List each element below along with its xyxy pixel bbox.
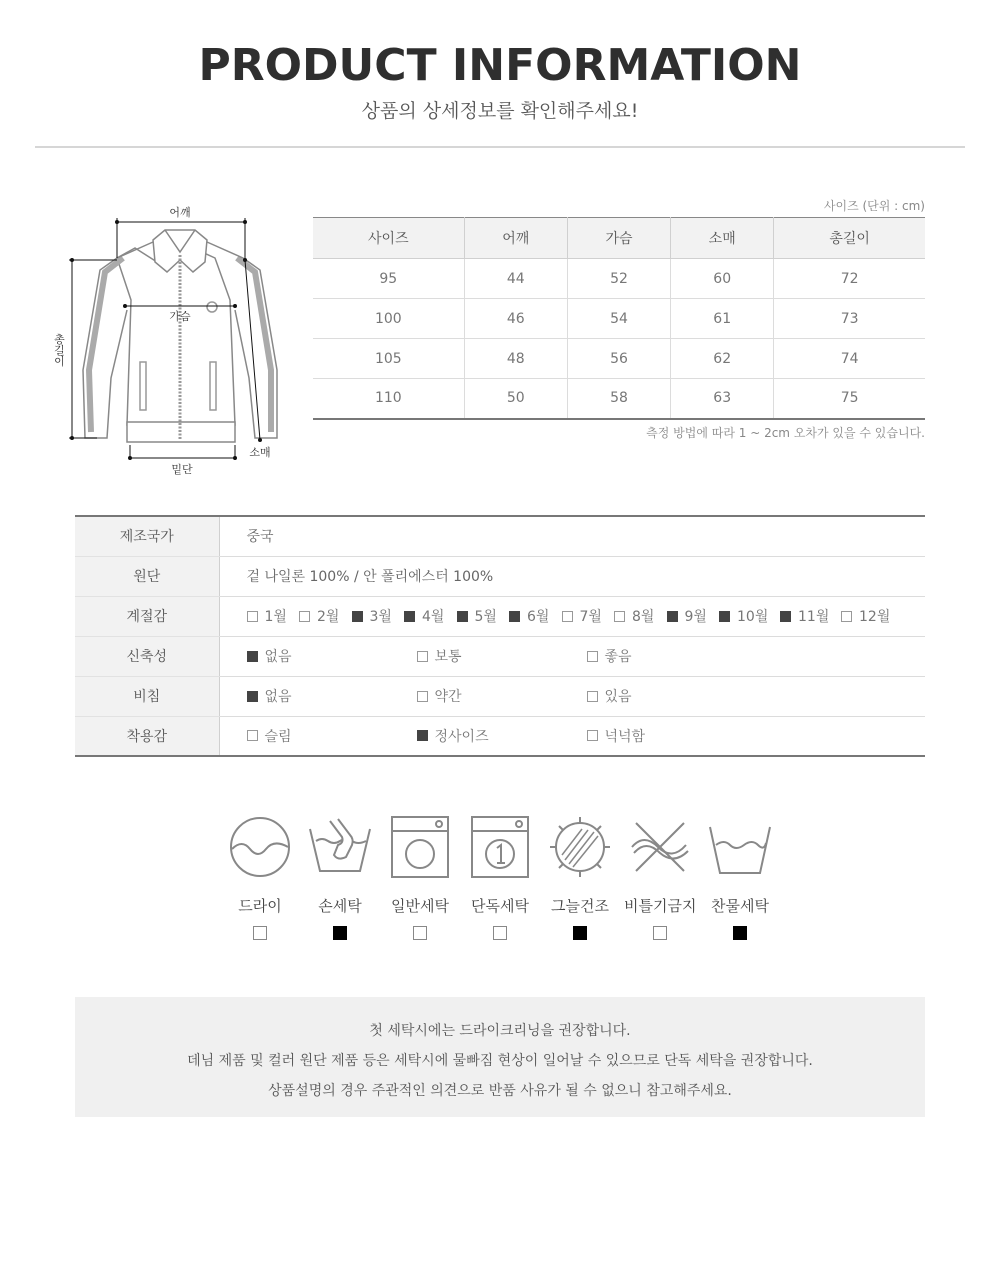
option-label: 4월: [422, 609, 445, 625]
info-value: 중국: [219, 516, 925, 556]
care-item: [304, 815, 376, 940]
checkbox-icon: [614, 611, 625, 622]
size-cell: 95: [313, 259, 464, 299]
care-label: 찬물세탁: [711, 897, 769, 915]
info-row-fit: [75, 716, 925, 756]
season-option: [780, 606, 841, 626]
fit-options: [247, 726, 926, 746]
option-label: 11월: [798, 609, 830, 625]
info-label: 원단: [75, 556, 219, 596]
care-label: 단독세탁: [471, 897, 529, 915]
checkbox-icon: [247, 691, 258, 702]
header-divider: [35, 146, 965, 148]
sleeve-label: 소매: [249, 446, 271, 459]
option-label: 6월: [527, 609, 550, 625]
page-title: PRODUCT INFORMATION: [198, 40, 802, 91]
size-cell: 72: [774, 259, 925, 299]
option-label: 보통: [434, 649, 462, 665]
option-label: 넉넉함: [604, 728, 646, 745]
care-checkbox: [493, 926, 507, 940]
product-info-table: [75, 515, 925, 757]
season-option: [352, 606, 405, 626]
size-col-header: 가슴: [567, 218, 670, 259]
measure-note: 측정 방법에 따라 1 ~ 2cm 오차가 있을 수 있습니다.: [646, 426, 925, 440]
size-header-row: [313, 218, 925, 259]
care-checkbox: [573, 926, 587, 940]
size-cell: 62: [671, 339, 774, 379]
fit-option: [587, 726, 757, 746]
stretch-option: [587, 646, 757, 666]
size-cell: 105: [313, 339, 464, 379]
size-cell: 75: [774, 379, 925, 419]
checkbox-icon: [587, 651, 598, 662]
checkbox-icon: [667, 611, 678, 622]
option-label: 2월: [317, 609, 340, 625]
stretch-option: [247, 646, 417, 666]
size-row: [313, 299, 925, 339]
notice-line: 상품설명의 경우 주관적인 의견으로 반품 사유가 될 수 없으니 참고해주세요.: [268, 1083, 732, 1099]
size-cell: 56: [567, 339, 670, 379]
size-row: [313, 379, 925, 419]
info-label: 신축성: [75, 636, 219, 676]
care-item: [224, 815, 296, 940]
season-option: [562, 606, 615, 626]
sheer-option: [247, 686, 417, 706]
option-label: 약간: [434, 689, 462, 705]
info-label: 제조국가: [75, 516, 219, 556]
care-checkbox: [733, 926, 747, 940]
checkbox-icon: [457, 611, 468, 622]
info-row-country: [75, 516, 925, 556]
info-label: 착용감: [75, 716, 219, 756]
info-value: 겉 나일론 100% / 안 폴리에스터 100%: [219, 556, 925, 596]
notice-line: 첫 세탁시에는 드라이크리닝을 권장합니다.: [369, 1023, 631, 1039]
size-cell: 50: [464, 379, 567, 419]
checkbox-icon: [587, 730, 598, 741]
info-row-fabric: [75, 556, 925, 596]
care-item: [384, 815, 456, 940]
season-option: [841, 606, 902, 626]
season-option: [299, 606, 352, 626]
fit-option: [247, 726, 417, 746]
option-label: 슬림: [264, 728, 292, 745]
sheer-options: [247, 686, 926, 706]
option-label: 없음: [264, 689, 292, 705]
care-item: [464, 815, 536, 940]
size-cell: 63: [671, 379, 774, 419]
info-label: 계절감: [75, 596, 219, 636]
size-row: [313, 339, 925, 379]
option-label: 3월: [369, 609, 392, 625]
care-label: 그늘건조: [551, 897, 609, 915]
size-col-header: 소매: [671, 218, 774, 259]
care-checkbox: [413, 926, 427, 940]
separate-wash-icon: [468, 815, 532, 879]
season-option: [404, 606, 457, 626]
season-option: [247, 606, 300, 626]
info-label: 비침: [75, 676, 219, 716]
notice-box: [75, 997, 925, 1117]
stretch-options: [247, 646, 926, 666]
checkbox-icon: [841, 611, 852, 622]
care-item: [704, 815, 776, 940]
info-row-stretch: [75, 636, 925, 676]
jacket-diagram: [45, 200, 300, 490]
care-label: 비틀기금지: [624, 897, 697, 915]
checkbox-icon: [587, 691, 598, 702]
machine-wash-icon: [388, 815, 452, 879]
care-item: [624, 815, 696, 940]
care-label: 일반세탁: [391, 897, 449, 915]
cold-wash-icon: [708, 815, 772, 879]
option-label: 있음: [604, 689, 632, 705]
checkbox-icon: [404, 611, 415, 622]
checkbox-icon: [562, 611, 573, 622]
size-table: [313, 217, 925, 420]
size-cell: 74: [774, 339, 925, 379]
length-label: 총길이: [52, 333, 66, 367]
care-label: 손세탁: [318, 897, 362, 915]
shoulder-label: 어깨: [169, 206, 191, 219]
checkbox-icon: [719, 611, 730, 622]
care-item: [544, 815, 616, 940]
checkbox-icon: [247, 730, 258, 741]
size-cell: 46: [464, 299, 567, 339]
size-unit-note: 사이즈 (단위 : cm): [823, 199, 925, 213]
no-wring-icon: [628, 815, 692, 879]
season-option: [614, 606, 667, 626]
dry-clean-icon: [228, 815, 292, 879]
checkbox-icon: [780, 611, 791, 622]
chest-label: 가슴: [169, 310, 191, 323]
shade-dry-icon: [548, 815, 612, 879]
size-cell: 110: [313, 379, 464, 419]
season-option: [509, 606, 562, 626]
hand-wash-icon: [308, 815, 372, 879]
checkbox-icon: [299, 611, 310, 622]
page-subtitle: 상품의 상세정보를 확인해주세요!: [361, 100, 639, 122]
size-cell: 48: [464, 339, 567, 379]
option-label: 1월: [264, 609, 287, 625]
fit-option: [417, 726, 587, 746]
hem-label: 밑단: [171, 463, 193, 476]
checkbox-icon: [417, 651, 428, 662]
season-option: [667, 606, 720, 626]
season-option: [457, 606, 510, 626]
season-option: [719, 606, 780, 626]
option-label: 8월: [632, 609, 655, 625]
size-col-header: 사이즈: [313, 218, 464, 259]
size-cell: 54: [567, 299, 670, 339]
checkbox-icon: [417, 691, 428, 702]
option-label: 좋음: [604, 649, 632, 665]
season-options: [247, 606, 926, 626]
size-cell: 44: [464, 259, 567, 299]
size-cell: 52: [567, 259, 670, 299]
size-col-header: 총길이: [774, 218, 925, 259]
size-cell: 61: [671, 299, 774, 339]
option-label: 5월: [474, 609, 497, 625]
checkbox-icon: [352, 611, 363, 622]
option-label: 7월: [579, 609, 602, 625]
option-label: 12월: [859, 609, 891, 625]
info-row-season: [75, 596, 925, 636]
size-cell: 58: [567, 379, 670, 419]
option-label: 정사이즈: [434, 728, 489, 745]
care-checkbox: [653, 926, 667, 940]
notice-line: 데님 제품 및 컬러 원단 제품 등은 세탁시에 물빠짐 현상이 일어날 수 있으므로 단독 세탁을 권장합니다.: [187, 1053, 813, 1069]
option-label: 9월: [684, 609, 707, 625]
care-checkbox: [253, 926, 267, 940]
care-label: 드라이: [238, 897, 282, 915]
care-checkbox: [333, 926, 347, 940]
size-cell: 100: [313, 299, 464, 339]
sheer-option: [587, 686, 757, 706]
size-col-header: 어깨: [464, 218, 567, 259]
option-label: 없음: [264, 649, 292, 665]
info-row-sheer: [75, 676, 925, 716]
size-row: [313, 259, 925, 299]
checkbox-icon: [247, 611, 258, 622]
stretch-option: [417, 646, 587, 666]
option-label: 10월: [737, 609, 769, 625]
sheer-option: [417, 686, 587, 706]
size-cell: 60: [671, 259, 774, 299]
checkbox-icon: [509, 611, 520, 622]
checkbox-icon: [247, 651, 258, 662]
checkbox-icon: [417, 730, 428, 741]
size-cell: 73: [774, 299, 925, 339]
